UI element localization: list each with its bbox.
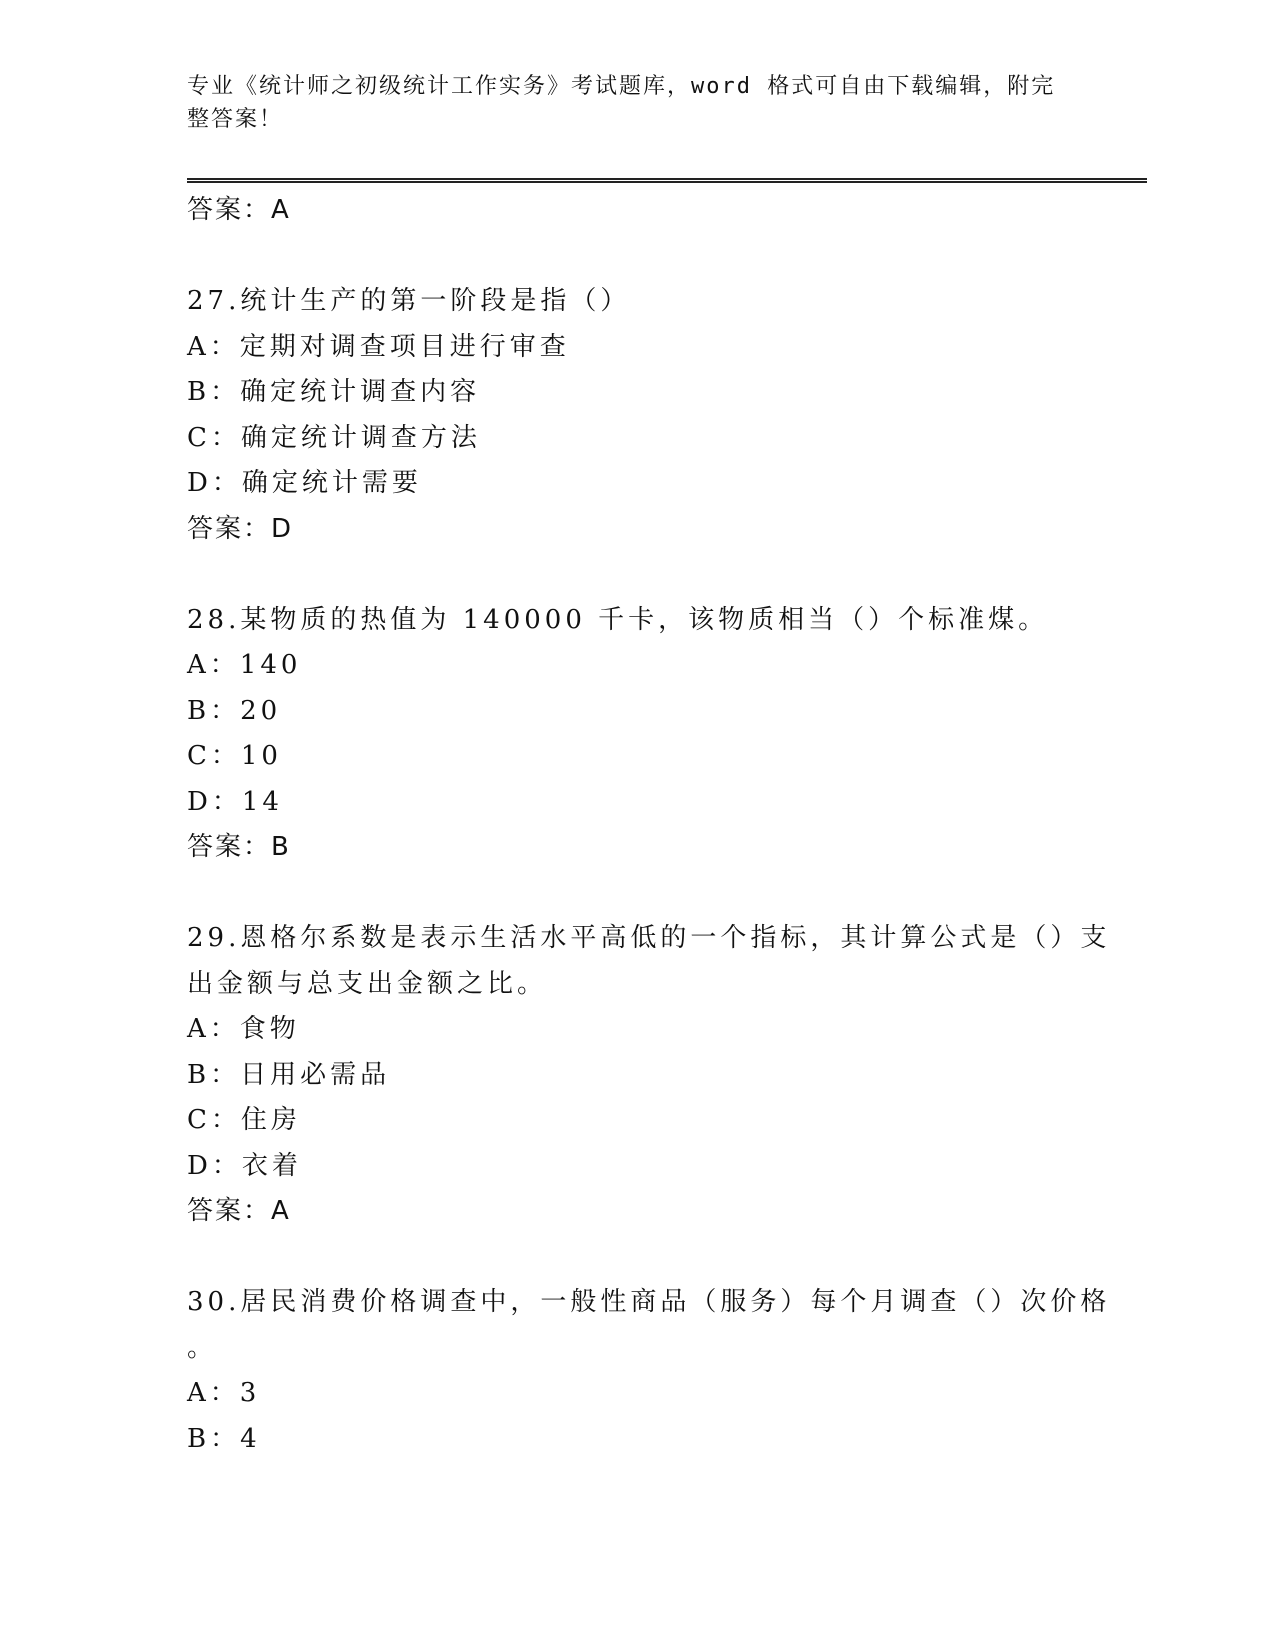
option-c: C：住房 xyxy=(187,1105,301,1135)
question-27 xyxy=(187,279,1147,552)
question-stem-line-2: 出金额与总支出金额之比。 xyxy=(187,968,548,999)
answer: 答案：A xyxy=(187,1196,291,1226)
option-a: A：食物 xyxy=(187,1014,300,1044)
option-a: A：140 xyxy=(187,650,302,680)
header-line-1: 专业《统计师之初级统计工作实务》考试题库，word 格式可自由下载编辑，附完 xyxy=(187,74,1056,99)
option-c: C：确定统计调查方法 xyxy=(187,422,481,453)
option-b: B：日用必需品 xyxy=(187,1059,391,1090)
option-d: D：确定统计需要 xyxy=(187,468,422,498)
question-list xyxy=(187,188,1147,1462)
question-stem: 28.某物质的热值为 140000 千卡，该物质相当（）个标准煤。 xyxy=(187,604,1049,635)
question-29 xyxy=(187,916,1147,1235)
question-28 xyxy=(187,598,1147,871)
question-stem-line-1: 30.居民消费价格调查中，一般性商品（服务）每个月调查（）次价格 xyxy=(187,1287,1111,1317)
option-d: D：衣着 xyxy=(187,1150,302,1181)
question-30 xyxy=(187,1280,1147,1462)
option-a: A：3 xyxy=(187,1378,261,1408)
option-c: C：10 xyxy=(187,741,282,771)
spacer xyxy=(187,871,1147,917)
option-b: B：4 xyxy=(187,1423,261,1454)
spacer xyxy=(187,234,1147,280)
spacer xyxy=(187,552,1147,598)
spacer xyxy=(187,1235,1147,1281)
question-stem-line-1: 29.恩格尔系数是表示生活水平高低的一个指标，其计算公式是（）支 xyxy=(187,923,1111,953)
answer-previous: 答案：A xyxy=(187,195,291,225)
document-header xyxy=(187,70,1087,136)
question-stem-line-2: 。 xyxy=(187,1332,218,1363)
option-d: D：14 xyxy=(187,786,283,817)
option-a: A：定期对调查项目进行审查 xyxy=(187,331,570,362)
option-b: B：确定统计调查内容 xyxy=(187,377,481,407)
answer: 答案：B xyxy=(187,832,291,862)
header-divider xyxy=(187,178,1147,183)
question-stem: 27.统计生产的第一阶段是指（） xyxy=(187,286,631,316)
option-b: B：20 xyxy=(187,695,282,726)
answer: 答案：D xyxy=(187,513,294,544)
header-line-2: 整答案！ xyxy=(187,107,284,132)
